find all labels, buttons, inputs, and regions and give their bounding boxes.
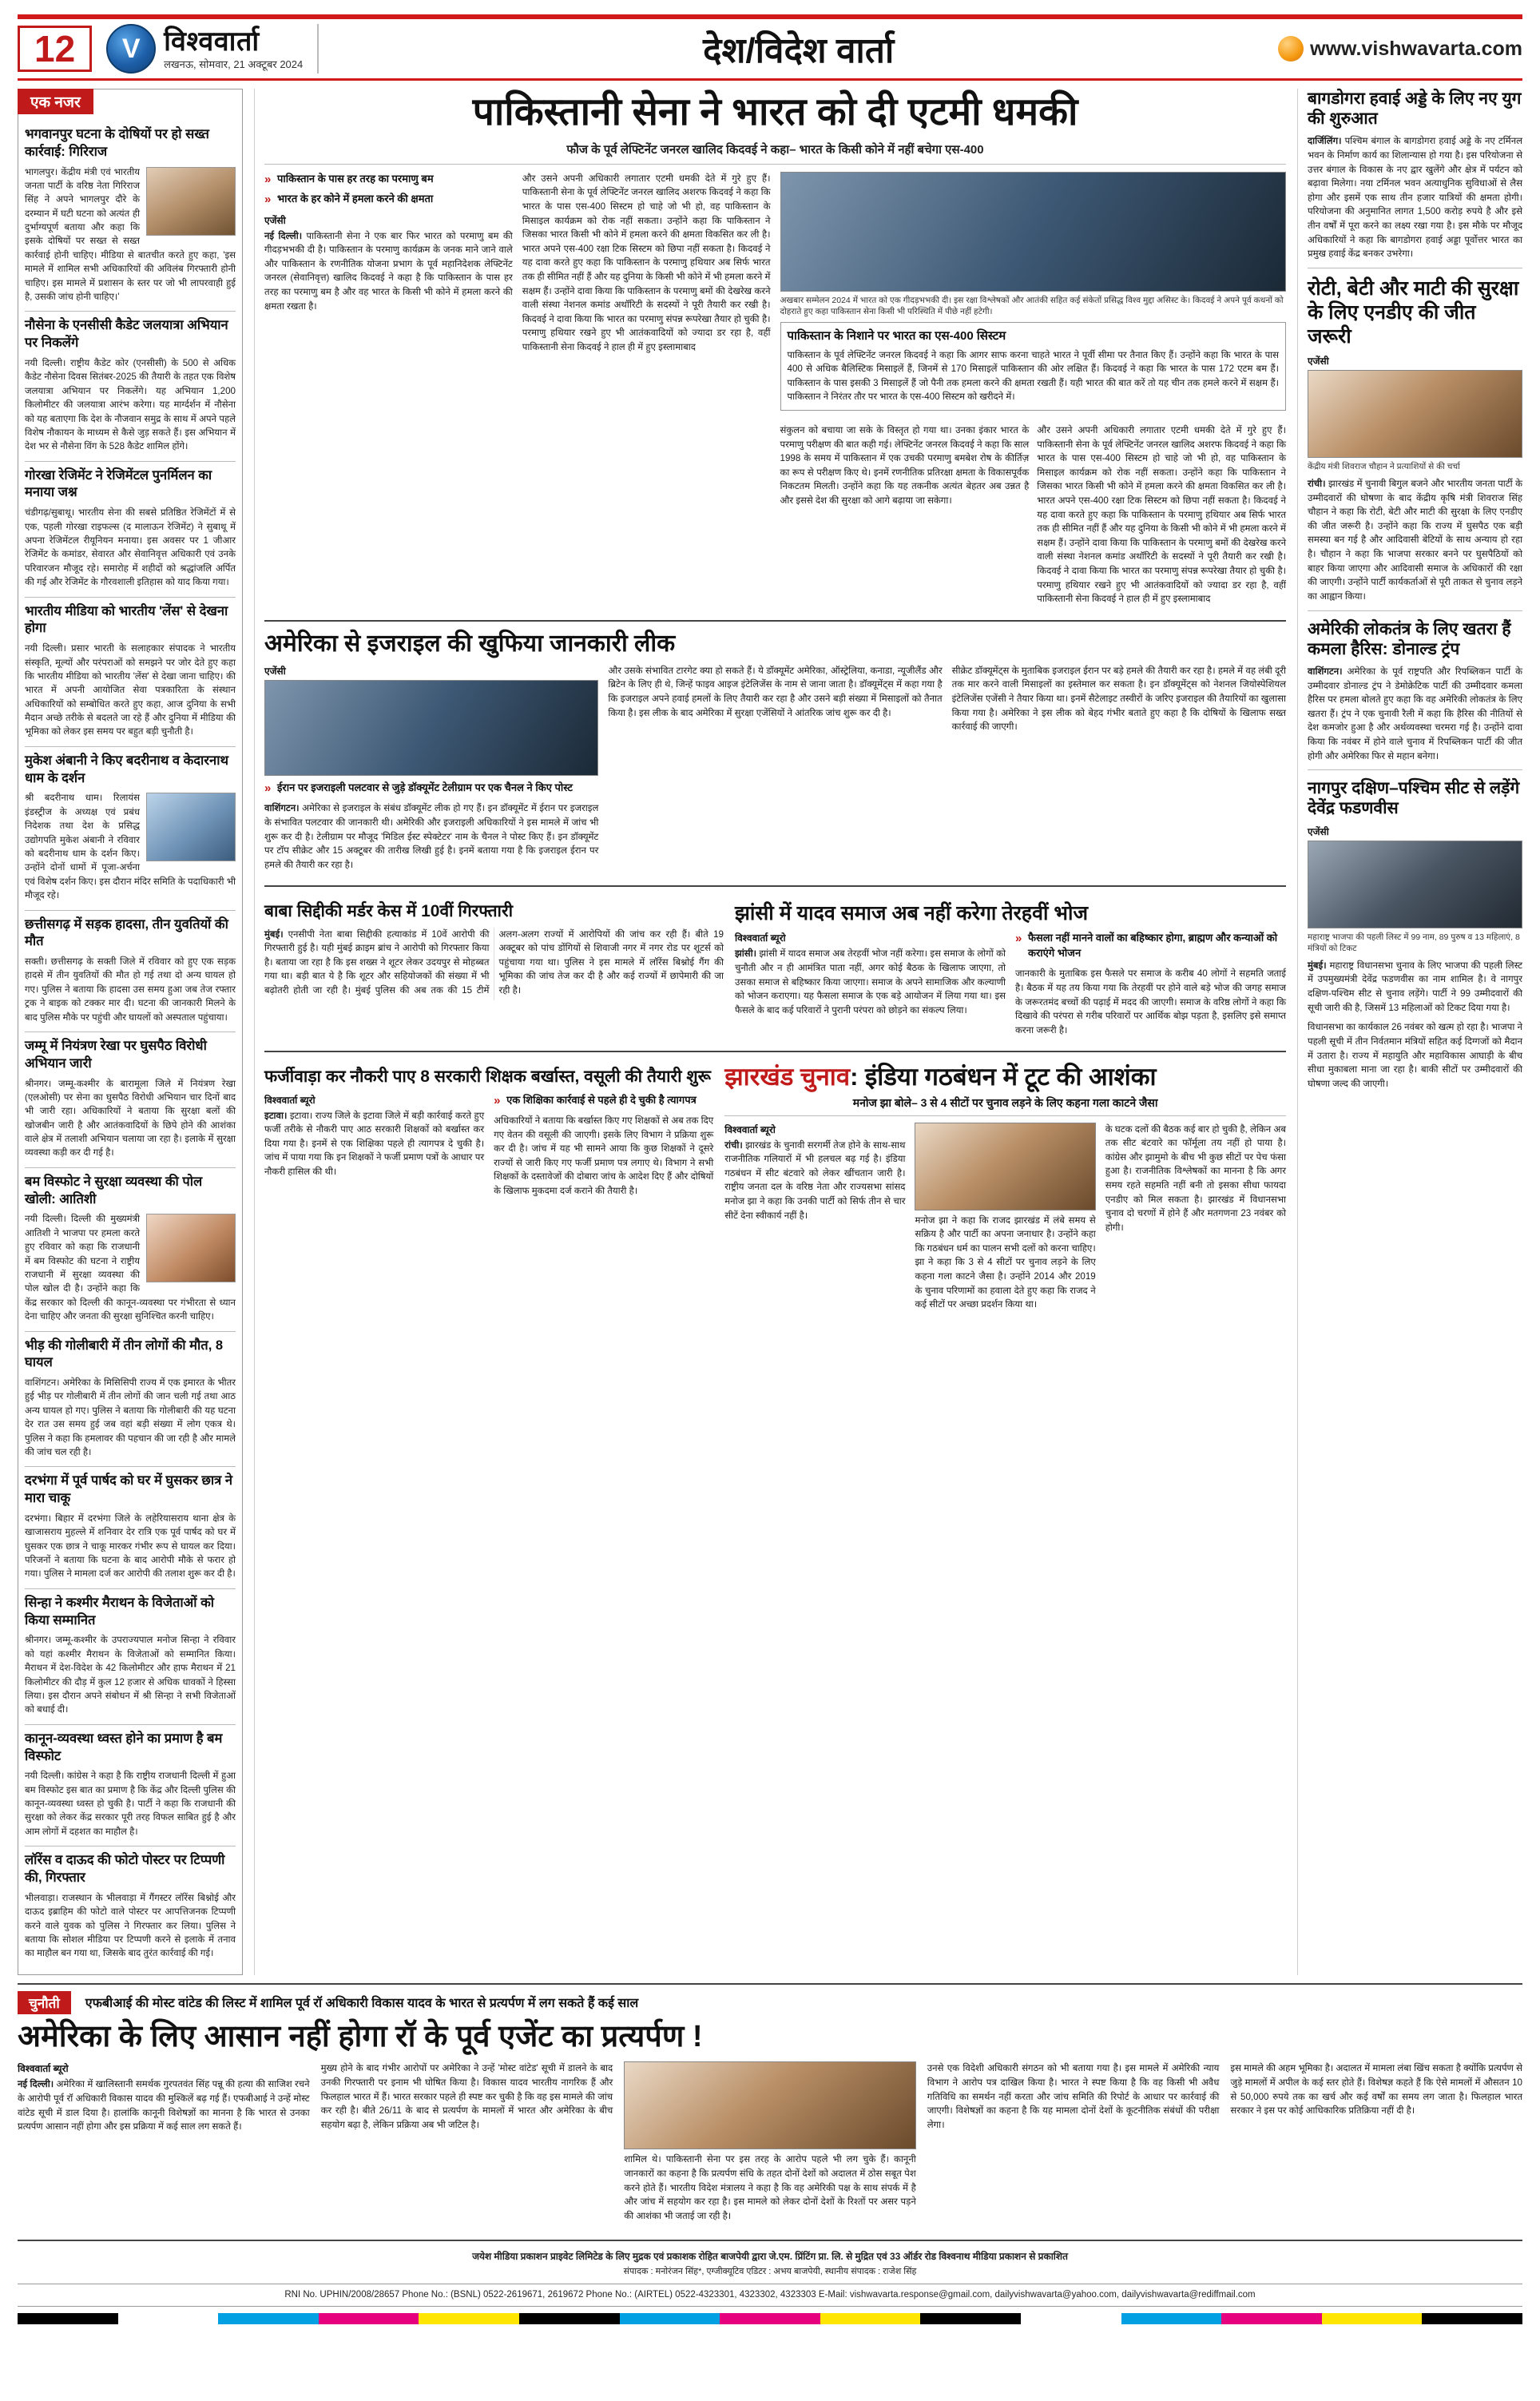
- agency-label: एजेंसी: [1308, 825, 1329, 837]
- lead-headline: पाकिस्तानी सेना ने भारत को दी एटमी धमकी: [472, 91, 1078, 133]
- agency-label: विश्ववार्ता ब्यूरो: [735, 932, 786, 944]
- color-swatch: [1221, 2313, 1322, 2324]
- jhansi-body-1: झांसी में यादव समाज अब तेरहवीं भोज नहीं करेगा। इस समाज के लोगों को चुनौती और न ही आमंत्रित पाता नहीं, अगर कोई बैठक के खिलाफ जाएगा, तो उसका समाज से बहिष्कार किया जाएगा। समाज के अपने सामाजिक और कल्याणी को भोजन कराएगा। यह फैसला समाज के एक बड़े आयोजन में लिया गया था। इस फैसले के बाद कई परिवारों ने पुरानी परंपरा को छोड़ने का संकल्प लिया।: [735, 948, 1006, 1016]
- color-swatch: [118, 2313, 219, 2324]
- bottom-photo: [624, 2061, 916, 2149]
- jhansi-headline: झांसी में यादव समाज अब नहीं करेगा तेरहवीं भोज: [735, 902, 1088, 925]
- jharkhand-story: [724, 1059, 1286, 1317]
- agency-label: विश्ववार्ता ब्यूरो: [724, 1123, 776, 1135]
- agency-label: एजेंसी: [264, 214, 286, 226]
- list-item[interactable]: [25, 598, 236, 747]
- dateline: नई दिल्ली।: [264, 230, 303, 241]
- color-swatch: [620, 2313, 720, 2324]
- agency-label: विश्ववार्ता ब्यूरो: [18, 2063, 69, 2075]
- fake-body-1: इटावा। राज्य जिले के इटावा जिले में बड़ी कार्रवाई करते हुए फर्जी तरीके से नौकरी पाए आठ सरकारी शिक्षकों को बर्खास्त कर दिया गया है। इनमें से एक शिक्षिका पहले ही त्यागपत्र दे चुकी है। जांच में पाया गया कि इन शिक्षकों ने फर्जी प्रमाण पत्रों के आधार पर नौकरी हासिल की थी।: [264, 1110, 485, 1177]
- jharkhand-body-2: मनोज झा ने कहा कि राजद झारखंड में लंबे समय से सक्रिय है और पार्टी का अपना जनाधार है। उन्होंने कहा कि गठबंधन धर्म का पालन सभी दलों को करना चाहिए। झा ने कहा कि 3 से 4 सीटों पर चुनाव लड़ने के लिए कहना गला काटने जैसा है। उन्होंने 2014 और 2019 के चुनाव परिणामों का हवाला देते हुए कहा कि राजद ने कई सीटों पर अच्छा प्रदर्शन किया था।: [915, 1214, 1096, 1310]
- fake-teachers-story: [264, 1059, 713, 1317]
- snippet-title: भीड़ की गोलीबारी में तीन लोगों की मौत, 8 घायल: [25, 1338, 224, 1370]
- snippet-photo: [146, 167, 236, 236]
- snippet-text: श्री बदरीनाथ धाम। रिलायंस इंडस्ट्रीज के अध्यक्ष एवं प्रबंध निदेशक तथा देश के प्रसिद्ध उद्योगपति मुकेश अंबानी ने रविवार को बदरीनाथ धाम के दर्शन किए। उन्होंने दोनों धामों में पूजा-अर्चना एवं विशेष दर्शन किए। इस दौरान मंदिर समिति के पदाधिकारी भी मौजूद रहे।: [25, 793, 236, 901]
- snippet-text: भीलवाड़ा। राजस्थान के भीलवाड़ा में गैंगस्टर लॉरेंस बिश्नोई और दाऊद इब्राहिम की फोटो वाले पोस्टर पर आपत्तिजनक टिप्पणी करने वाले युवक को पुलिस ने गिरफ्तार कर लिया। पुलिस ने बताया कि सोशल मीडिया पर टिप्पणी करने से इलाके में तनाव का माहौल बन गया था, जिसके बाद तुरंत कार्रवाई की गई।: [25, 1892, 236, 1959]
- brand-name: विश्ववार्ता: [164, 26, 260, 57]
- roti-headline: रोटी, बेटी और माटी की सुरक्षा के लिए एनडीए की जीत जरूरी: [1308, 276, 1519, 348]
- snippet-title: बम विस्फोट ने सुरक्षा व्यवस्था की पोल खोली: आतिशी: [25, 1174, 203, 1206]
- main-content: [254, 89, 1286, 1975]
- footer-imprint: जयेश मीडिया प्रकाशन प्राइवेट लिमिटेड के लिए मुद्रक एवं प्रकाशक रोहित बाजपेयी द्वारा जे.एम. प्रिंटिंग प्रा. लि. से मुद्रित एवं 33 ऑर्डर रोड विश्वनाथ मीडिया प्रकाशन से प्रकाशित: [472, 2251, 1068, 2263]
- color-swatch: [519, 2313, 620, 2324]
- roti-photo-caption: केंद्रीय मंत्री शिवराज चौहान ने प्रत्याशियों से की चर्चा: [1308, 461, 1460, 471]
- snippet-text: नयी दिल्ली। राष्ट्रीय कैडेट कोर (एनसीसी) के 500 से अधिक कैडेट नौसेना दिवस सितंबर-2025 की तैयारी के तहत एक विशेष जलयात्रा अभियान पर निकलेंगे। यह अभियान 1,200 किलोमीटर की जलयात्रा आरंभ करेगा। यह मार्ग्दर्शन में नौसेना को यह बताएगा कि देश के नौजवान समुद्र के साथ में अपने पहले विशेष नौकायन के माध्यम से कैसे जुड़ सकते हैं। इस अभियान में देश भर से नौसेना विंग के 528 कैडेट शामिल होंगे।: [25, 357, 236, 452]
- lead-box-title: पाकिस्तान के निशाने पर भारत का एस-400 सिस्टम: [787, 329, 1006, 344]
- trump-story: [1308, 619, 1522, 764]
- dateline: रांची।: [724, 1139, 743, 1151]
- color-swatch: [319, 2313, 419, 2324]
- brand-logo: [106, 24, 319, 74]
- bottom-body-4: उनसे एक विदेशी अधिकारी संगठन को भी बताया गया है। इस मामले में अमेरिकी न्याय विभाग ने आरोप पत्र दाखिल किया है। भारत ने स्पष्ट किया है कि वह किसी भी अवैध गतिविधि का समर्थन नहीं करता और जांच समिति की रिपोर्ट के आधार पर कार्रवाई की जाएगी। विशेषज्ञों का कहना है कि यह मामला दोनों देशों के कूटनीतिक संबंधों की परीक्षा लेगा।: [927, 2063, 1220, 2130]
- color-swatch: [920, 2313, 1021, 2324]
- color-swatch: [1021, 2313, 1121, 2324]
- snippet-title: भगवानपुर घटना के दोषियों पर हो सख्त कार्रवाई: गिरिराज: [25, 127, 209, 159]
- baggi-headline: बागडोगरा हवाई अड्डे के लिए नए युग की शुरुआत: [1308, 89, 1522, 129]
- israel-story: [264, 630, 1286, 878]
- list-item[interactable]: [25, 1467, 236, 1588]
- jharkhand-tag: झारखंड चुनाव: [724, 1063, 851, 1091]
- bullet-item: » पाकिस्तान के पास हर तरह का परमाणु बम: [264, 172, 513, 186]
- left-sidebar: [18, 89, 243, 1975]
- lead-box-text: पाकिस्तान के पूर्व लेफ्टिनेंट जनरल किदवई ने कहा कि आगर साफ करना चाहते भारत ने पूर्वी सीमा पर तैनात किए हैं। उन्होंने कहा कि भारत के पास 400 से अधिक बैलिस्टिक मिसाइलें हैं, जिनमें से 170 मिसाइलें पाकिस्तान की ओर लक्षित हैं। किदवई ने कहा कि भारत के पास 172 एटम बम हैं। पाकिस्तान के पास इसकी 3 मिसाइलें हैं जो पैनी तक हमला करने की क्षमता रखती हैं। यही भारत की बात करें तो यह चीन तक हमले करने में सक्षम हैं। पाकिस्तान ने निरंतर तौर पर भारत के एस-400 सिस्टम को खरीदने में।: [787, 349, 1279, 403]
- dateline: झांसी।: [735, 948, 757, 960]
- israel-headline: अमेरिका से इजराइल की खुफिया जानकारी लीक: [264, 630, 676, 657]
- color-swatch: [218, 2313, 319, 2324]
- color-swatch: [1422, 2313, 1522, 2324]
- sidebar-header: एक नजर: [18, 89, 93, 114]
- lead-story: [264, 90, 1286, 612]
- mid-row: [264, 893, 1286, 1043]
- snippet-text: श्रीनगर। जम्मू-कश्मीर के बारामूला जिले में नियंत्रण रेखा (एलओसी) पर सेना का घुसपैठ विरोधी अभियान चार दिनों बाद भी जारी रहा। अधिकारियों ने बताया कि सुरक्षा बलों की खोजबीन जारी है और आतंकवादियों के छिपे होने की आशंका वाले क्षेत्र में तलाशी अभियान चलाया जा रहा है। इलाके में सुरक्षा व्यवस्था कड़ी कर दी गई है।: [25, 1078, 236, 1159]
- dateline: मुंबई।: [1308, 960, 1327, 971]
- bottom-body-1: अमेरिका में खालिस्तानी समर्थक गुरपतवंत सिंह पन्नू की हत्या की साजिश रचने के आरोपी पूर्व रॉ अधिकारी विकास यादव की मुश्किलें बढ़ गई हैं। एफबीआई ने उन्हें मोस्ट वांटेड सूची में डाल दिया है। हालांकि कानूनी विशेषज्ञों का मानना है कि भारत से उनका प्रत्यर्पण आसान नहीं होगा और इस प्रक्रिया में कई साल लग सकते हैं।: [18, 2079, 310, 2133]
- bullet-item: » एक शिक्षिका कार्रवाई से पहले ही दे चुकी है त्यागपत्र: [494, 1093, 713, 1107]
- lead-photo-caption: अखबार सम्मेलन 2024 में भारत को एक गीदड़भभकी दी। इस रक्षा विश्लेषकों और आतंकी सहित कई संकेतों प्रसिद्ध विश्व मुद्दा असिस्ट के। किदवई ने अपने पूर्व कथनों को दोहराते हुए कहा पाकिस्तान सेना किसी भी परिस्थिति में पीछे नहीं हटेगी।: [780, 295, 1284, 316]
- jharkhand-body-3: के घटक दलों की बैठक कई बार हो चुकी है, लेकिन अब तक सीट बंटवारे का फॉर्मूला तय नहीं हो पाया है। कांग्रेस और झामुमो के बीच भी कुछ सीटों पर पेच फंसा हुआ है। राजनीतिक विश्लेषकों का मानना है कि अगर समय रहते सहमति नहीं बनी तो इसका सीधा फायदा एनडीए को मिल सकता है। झारखंड में विधानसभा चुनाव दो चरणों में होने हैं और मतगणना 23 नवंबर को होगी।: [1105, 1123, 1286, 1233]
- dateline: वाशिंगटन।: [1308, 666, 1343, 677]
- website-link[interactable]: [1278, 36, 1522, 62]
- roti-body: झारखंड में चुनावी बिगुल बजने और भारतीय जनता पार्टी के उम्मीदवारों की घोषणा के बाद केंद्रीय कृषि मंत्री शिवराज सिंह चौहान ने कहा कि रोटी, बेटी और माटी की सुरक्षा के लिए एनडीए की जीत जरूरी है। उन्होंने कहा कि राज्य में घुसपैठ एक बड़ी समस्या बन गई है और आदिवासी बेटियों के साथ अन्याय हो रहा है। चौहान ने कहा कि भाजपा सरकार बनने पर घुसपैठियों को बाहर किया जाएगा और आदिवासी समाज के अधिकारों की रक्षा की जाएगी। उन्होंने पार्टी कार्यकर्ताओं से पूरी ताकत से चुनाव लड़ने का आह्वान किया।: [1308, 479, 1522, 602]
- roti-photo: [1308, 370, 1522, 458]
- bottom-body-5: इस मामले की अहम भूमिका है। अदालत में मामला लंबा खिंच सकता है क्योंकि प्रत्यर्पण से जुड़े मामलों में अपील के कई स्तर होते हैं। विशेषज्ञ कहते हैं कि ऐसे मामलों में औसतन 10 से 50,000 रुपये तक का खर्च और कई वर्षों का समय लग जाता है। फिलहाल भारत सरकार ने इस पर कोई आधिकारिक प्रतिक्रिया नहीं दी है।: [1230, 2063, 1522, 2117]
- snippet-text: नयी दिल्ली। प्रसार भारती के सलाहकार संपादक ने भारतीय संस्कृति, मूल्यों और परंपराओं को समझने पर जोर देते हुए कहा कि भारतीय मीडिया को भारतीय 'लेंस' से देखा जाना चाहिए। की भारत में अपनी आयोजित सेवा पत्रकारिता के संस्थान अधिकारियों को सम्बोधित करते हुए कहा, आज दुनिया के सभी मैदान अच्छे तरीके से बदलते जा रहे हैं और दुनिया में मीडिया की भूमिका को लेकर इस समय पर बहुत बड़ी चुनौती है।: [25, 643, 236, 737]
- footer-rni: RNI No. UPHIN/2008/28657 Phone No.: (BSNL) 0522-2619671, 2619672 Phone No.: (AIRTEL) 0522-4323301, 4323302, 4323303 E-Mail: vishwavarta.response@gmail.com, dailyvishwavarta@yahoo.com, dailyvishwavarta@rediffmail.com: [18, 2284, 1522, 2307]
- lead-photo: [780, 172, 1287, 292]
- list-item[interactable]: [25, 1846, 236, 1967]
- list-item[interactable]: [25, 747, 236, 911]
- bottom-headline: अमेरिका के लिए आसान नहीं होगा रॉ के पूर्व एजेंट का प्रत्यर्पण !: [18, 2019, 703, 2053]
- jharkhand-body-1: झारखंड के चुनावी सरगर्मी तेज होने के साथ-साथ राजनीतिक गलियारों में भी हलचल बढ़ गई है। इंडिया गठबंधन में सीट बंटवारे को लेकर खींचतान जारी है। राष्ट्रीय जनता दल के वरिष्ठ नेता और राज्यसभा सांसद मनोज झा ने कहा कि उनकी पार्टी को सिर्फ तीन से चार सीटें देना स्वीकार्य नहीं है।: [724, 1139, 906, 1221]
- nagpur-photo-caption: महाराष्ट्र भाजपा की पहली लिस्ट में 99 नाम, 89 पुरुष व 13 महिलाएं, 8 मंत्रियों को टिकट: [1308, 932, 1520, 953]
- list-item[interactable]: [25, 121, 236, 312]
- bullet-item: » ईरान पर इजराइली पलटवार से जुड़े डॉक्यूमेंट टेलीग्राम पर एक चैनल ने किए पोस्ट: [264, 781, 598, 795]
- snippet-title: जम्मू में नियंत्रण रेखा पर घुसपैठ विरोधी अभियान जारी: [25, 1038, 207, 1071]
- bottom-body-3: शामिल थे। पाकिस्तानी सेना पर इस तरह के आरोप पहले भी लग चुके हैं। कानूनी जानकारों का कहना है कि प्रत्यर्पण संधि के तहत दोनों देशों को अदालत में ठोस सबूत पेश करने होते हैं। भारतीय विदेश मंत्रालय ने कहा है कि वह अमेरिकी पक्ष के साथ संपर्क में है और जांच में सहयोग कर रहा है। इस मामले को लेकर दोनों देशों के रिश्तों पर असर पड़ने की आशंका भी जताई जा रही है।: [624, 2154, 916, 2221]
- masthead: [18, 14, 1522, 81]
- color-swatch: [1322, 2313, 1423, 2324]
- nagpur-body-1: महाराष्ट्र विधानसभा चुनाव के लिए भाजपा की पहली लिस्ट में उपमुख्यमंत्री देवेंद्र फडणवीस का नाम शामिल है। वे नागपुर दक्षिण-पश्चिम सीट से चुनाव लड़ेंगे। पार्टी ने 99 उम्मीदवारों की सूची जारी की है, जिसमें 13 महिलाओं को टिकट दिया गया है।: [1308, 960, 1522, 1013]
- footer: [18, 2240, 1522, 2324]
- snippet-photo: [146, 1214, 236, 1282]
- snippet-text: चंडीगढ़/सुबाथू। भारतीय सेना की सबसे प्रतिष्ठित रेजिमेंटों में से एक, पहली गोरखा राइफल्स (द मालाऊन रेजिमेंट) ने सुबाथू में अपना रेजिमेंटल रीयूनियन मनाया। इस अवसर पर 1 जीआर रेजिमेंट के कमांडर, सेवारत और सेवानिवृत्त अधिकारी एवं उनके परिवारजन मौजूद रहे। समारोह में शहीदों को श्रद्धांजलि अर्पित की गई और रेजिमेंट के गौरवशाली इतिहास को याद किया गया।: [25, 507, 236, 588]
- list-item[interactable]: [25, 1032, 236, 1168]
- edition-date: लखनऊ, सोमवार, 21 अक्टूबर 2024: [164, 58, 304, 71]
- snippet-title: मुकेश अंबानी ने किए बदरीनाथ व केदारनाथ धाम के दर्शन: [25, 753, 229, 785]
- jharkhand-photo: [915, 1123, 1095, 1210]
- section-title: देश/विदेश वार्ता: [703, 31, 895, 70]
- bullet-item: » फैसला नहीं मानने वालों का बहिष्कार होगा, ब्राह्मण और कन्याओं को कराएंगे भोजन: [1015, 931, 1286, 960]
- snippet-title: लॉरेंस व दाऊद की फोटो पोस्टर पर टिप्पणी की, गिरफ्तार: [25, 1853, 225, 1885]
- list-item[interactable]: [25, 1589, 236, 1725]
- bottom-body-2: मुख्य होने के बाद गंभीर आरोपों पर अमेरिका ने उन्हें 'मोस्ट वांटेड' सूची में डालने के बाद उनकी गिरफ्तारी पर इनाम भी घोषित किया है। विकास यादव भारतीय नागरिक हैं और फिलहाल भारत में हैं। भारत सरकार पहले ही स्पष्ट कर चुकी है कि वह इस मामले की जांच कर रही है। बीते 26/11 के बाद से प्रत्यर्पण के मामलों में भारत और अमेरिका के बीच सहयोग बढ़ा है, लेकिन प्रक्रिया अब भी जटिल है।: [320, 2063, 613, 2130]
- nagpur-headline: नागपुर दक्षिण–पश्चिम सीट से लड़ेंगे देवेंद्र फडणवीस: [1308, 779, 1520, 818]
- lead-body-1: पाकिस्तानी सेना ने एक बार फिर भारत को परमाणु बम की गीदड़भभकी दी है। पाकिस्तान के परमाणु कार्यक्रम के जनक माने जाने वाले और पाकिस्तान के रणनीतिक योजना प्रभाग के पूर्व महानिदेशक लेफ्टिनेंट जनरल (सेवानिवृत्त) खालिद किदवई ने कहा है कि पाकिस्तान के पास हर तरह का परमाणु बम है और वह भारत के किसी भी कोने में हमला करने की क्षमता रखता है।: [264, 230, 513, 312]
- jhansi-story: [735, 893, 1286, 1043]
- globe-icon: [1278, 36, 1304, 62]
- list-item[interactable]: [25, 911, 236, 1032]
- right-sidebar: [1297, 89, 1522, 1975]
- nagpur-body-2: विधानसभा का कार्यकाल 26 नवंबर को खत्म हो रहा है। भाजपा ने पहली सूची में तीन निर्वतमान मंत्रियों सहित कई दिग्गजों को मैदान में उतारा है। राज्य में महायुति और महाविकास आघाड़ी के बीच सीधा मुकाबला माना जा रहा है। बाकी सीटों पर उम्मीदवारों की घोषणा जल्द की जाएगी।: [1308, 1022, 1522, 1089]
- israel-body-3: सीक्रेट डॉक्यूमेंट्स के मुताबिक इजराइल ईरान पर बड़े हमले की तैयारी कर रहा है। हमले में वह लंबी दूरी तक मार करने वाली मिसाइलों का इस्तेमाल कर सकता है। इन डॉक्यूमेंट्स को नेशनल जियोस्पेशियल इंटेलिजेंस एजेंसी ने तैयार किया था। इनमें सैटेलाइट तस्वीरों के जरिए इजराइल की तैयारियों का खुलासा किया गया है। अमेरिका ने इस लीक को बेहद गंभीर बताते हुए कहा है कि दोषियों के खिलाफ सख्त कार्रवाई की जाएगी।: [951, 665, 1286, 733]
- snippet-text: नयी दिल्ली। कांग्रेस ने कहा है कि राष्ट्रीय राजधानी दिल्ली में हुआ बम विस्फोट इस बात का प्रमाण है कि केंद्र और दिल्ली पुलिस की कानून-व्यवस्था ध्वस्त हो चुकी है। पार्टी ने कहा कि राजधानी की सुरक्षा को लेकर केंद्र सरकार पूरी तरह विफल साबित हुई है और आम लोगों में दहशत का माहौल है।: [25, 1771, 236, 1837]
- trump-body: अमेरिका के पूर्व राष्ट्रपति और रिपब्लिकन पार्टी के उम्मीदवार डोनाल्ड ट्रंप ने डेमोक्रेटिक पार्टी की उम्मीदवार कमला हैरिस पर हमला बोलते हुए कहा कि वह अमेरिकी लोकतंत्र के लिए खतरा हैं। ट्रंप ने एक चुनावी रैली में कहा कि हैरिस की नीतियों से देश कमजोर हुआ है और अर्थव्यवस्था चरमरा गई है। उन्होंने दावा किया कि नवंबर में होने वाले चुनाव में रिपब्लिकन पार्टी की जीत होगी और अमेरिका फिर से महान बनेगा।: [1308, 666, 1522, 761]
- baggi-story: [1308, 89, 1522, 261]
- roti-story: [1308, 276, 1522, 604]
- lead-bullets: [264, 172, 513, 207]
- website-url: www.vishwavarta.com: [1310, 37, 1522, 60]
- bottom-tag: चुनौती: [18, 1991, 71, 2014]
- color-swatch: [820, 2313, 921, 2324]
- lead-subheadline: फौज के पूर्व लेफ्टिनेंट जनरल खालिद किदवई ने कहा– भारत के किसी कोने में नहीं बचेगा एस-400: [264, 141, 1286, 165]
- list-item[interactable]: [25, 1168, 236, 1332]
- agency-label: एजेंसी: [264, 665, 286, 677]
- list-item[interactable]: [25, 312, 236, 461]
- bottom-story: [18, 1991, 1522, 2229]
- trump-headline: अमेरिकी लोकतंत्र के लिए खतरा हैं कमला हैरिस: डोनाल्ड ट्रंप: [1308, 619, 1511, 658]
- dateline: दार्जिलिंग।: [1308, 136, 1342, 147]
- baggi-body: पश्चिम बंगाल के बागडोगरा हवाई अड्डे के नए टर्मिनल भवन के निर्माण कार्य का शिलान्यास हो गया है। इस परियोजना से उत्तर बंगाल के विकास के नए द्वार खुलेंगे और क्षेत्र में पर्यटन को बढ़ावा मिलेगा। नया टर्मिनल भवन अत्याधुनिक सुविधाओं से लैस होगा और इसमें एक साथ तीन हजार यात्रियों की क्षमता होगी। परियोजना की अनुमानित लागत 1,500 करोड़ रुपये है और इसे तीन वर्षों में पूरा करने का लक्ष्य रखा गया है। इस मौके पर मौजूद अधिकारियों ने कहा कि बागडोगरा हवाई अड्डा पूर्वोत्तर भारत का प्रमुख हवाई केंद्र बनकर उभरेगा।: [1308, 136, 1522, 260]
- fake-headline: फर्जीवाड़ा कर नौकरी पाए 8 सरकारी शिक्षक बर्खास्त, वसूली की तैयारी शुरू: [264, 1067, 711, 1087]
- jhansi-body-2: जानकारी के मुताबिक इस फैसले पर समाज के करीब 40 लोगों ने सहमति जताई है। बैठक में यह तय किया गया कि तेरहवीं पर होने वाले बड़े भोज की जगह समाज के जरूरतमंद बच्चों की पढ़ाई में मदद की जाएगी। समाज के वरिष्ठ लोगों ने कहा कि दिखावे की परंपरा से गरीब परिवारों पर आर्थिक बोझ पड़ता है, इसलिए इसे समाप्त करना जरूरी है।: [1015, 968, 1286, 1036]
- baba-story: [264, 893, 724, 1043]
- dateline: मुंबई।: [264, 928, 284, 940]
- list-item[interactable]: [25, 1332, 236, 1468]
- agency-label: विश्ववार्ता ब्यूरो: [264, 1094, 316, 1106]
- lead-body-2: और उसने अपनी अधिकारी लगातार एटमी धमकी देते में गुरे हुए हैं। पाकिस्तानी सेना के पूर्व लेफ्टिनेंट जनरल खालिद अशरफ किदवई ने कहा कि भारत के पास एस-400 सिस्टम हो चाहे जो भी हो, वह पाकिस्तान के मिसाइल कार्यक्रम को रोक नहीं सकता। उन्होंने कहा कि पाकिस्तान ने जिसका भारत किसी भी कोने में हमला करने की क्षमता विकसित कर ली है। भारत अपने एस-400 रक्षा टिक सिस्टम को छिपा नहीं सकता है। किदवई ने यह दावा करते हुए कहा कि पाकिस्तान के परमाणु हथियार अब सिर्फ भारत तक ही सीमित नहीं हैं और यह दुनिया के किसी भी कोने में भी हमला करने में सक्षम हैं। उन्होंने दावा किया कि पाकिस्तान के परमाणु बमों की देखरेख करने वाली संस्था नेशनल कमांड अथॉरिटी के सदस्यों ने पूरी तैयारी कर रखी है। किदवई ने दावा किया कि भारत का परमाणु संपन्न रूपरेखा तैयार हो चुकी है। परमाणु हथियार रखने हुए भी आतंकवादियों को ज्यादा डर रहा है, वहीं पाकिस्तानी सेना किदवई ने हाल ही में हुए इस्लामाबाद: [522, 173, 771, 352]
- israel-body-1: अमेरिका से इजराइल के संबंध डॉक्यूमेंट लीक हो गए हैं। इन डॉक्यूमेंट में ईरान पर इजराइल के संभावित पलटवार की जानकारी थी। अमेरिकी और इजराइली अधिकारियों ने इस मामले में जांच भी शुरू कर दी है। टेलीग्राम पर मौजूद 'मिडिल ईस्ट स्पेक्टेटर' नाम के चैनल ने पोस्ट किए हैं। इन डॉक्यूमेंट पर टॉप सीक्रेट और 15 अक्टूबर की तारीख लिखी हुई है। इनमें बताया गया है कि इजराइल ईरान पर हमले की तैयारी कर रहा है।: [264, 803, 599, 870]
- footer-editor: संपादक : मनोरंजन सिंह*, एग्जीक्यूटिव एडिटर : अभय बाजपेयी, स्थानीय संपादक : राजेश सिंह: [623, 2267, 917, 2277]
- jharkhand-subhead: मनोज झा बोले– 3 से 4 सीटों पर चुनाव लड़ने के लिए कहना गला काटने जैसा: [724, 1095, 1286, 1116]
- agency-label: एजेंसी: [1308, 355, 1329, 367]
- snippet-title: गोरखा रेजिमेंट ने रेजिमेंटल पुनर्मिलन का मनाया जश्न: [25, 467, 212, 500]
- snippet-title: सिन्हा ने कश्मीर मैराथन के विजेताओं को किया सम्मानित: [25, 1595, 215, 1628]
- dateline: नई दिल्ली।: [18, 2079, 54, 2090]
- snippet-title: भारतीय मीडिया को भारतीय 'लेंस' से देखना होगा: [25, 603, 228, 636]
- fake-body-2: अधिकारियों ने बताया कि बर्खास्त किए गए शिक्षकों से अब तक दिए गए वेतन की वसूली की जाएगी। इसके लिए विभाग ने प्रक्रिया शुरू कर दी है। जांच में यह भी सामने आया कि कुछ शिक्षकों ने दूसरे राज्यों से जारी किए गए फर्जी प्रमाण पत्र लगाए थे। विभाग ने सभी शिक्षकों के दस्तावेजों की दोबारा जांच के आदेश दिए हैं और दोषियों के खिलाफ मुकदमा दर्ज कराने की तैयारी है।: [494, 1115, 714, 1197]
- bottom-kicker: एफबीआई की मोस्ट वांटेड की लिस्ट में शामिल पूर्व रॉ अधिकारी विकास यादव के भारत से प्रत्यर्पण में लग सकते हैं कई साल: [85, 1997, 639, 2011]
- snippet-title: कानून-व्यवस्था ध्वस्त होने का प्रमाण है बम विस्फोट: [25, 1731, 223, 1763]
- color-swatch: [720, 2313, 820, 2324]
- list-item[interactable]: [25, 1725, 236, 1846]
- color-calibration-bar: [18, 2313, 1522, 2324]
- snippet-text: वाशिंगटन। अमेरिका के मिसिसिपी राज्य में एक इमारत के भीतर हुई भीड़ पर गोलीबारी में तीन लोगों की जान चली गई तथा आठ अन्य घायल हो गए। पुलिस ने बताया कि गोलीबारी की यह घटना देर रात उस समय हुई जब वहां बड़ी संख्या में लोग एकत्र थे। पुलिस ने कहा कि हमलावर की पहचान की जा रही है और मामले की जांच चल रही है।: [25, 1377, 236, 1457]
- color-swatch: [419, 2313, 519, 2324]
- page-grid: [18, 89, 1522, 1975]
- dateline: रांची।: [1308, 479, 1326, 490]
- snippet-title: दरभंगा में पूर्व पार्षद को घर में घुसकर छात्र ने मारा चाकू: [25, 1473, 233, 1506]
- nagpur-photo: [1308, 841, 1522, 928]
- snippet-text: सक्ती। छत्तीसगढ़ के सक्ती जिले में रविवार को हुए एक सड़क हादसे में तीन युवतियों की मौत हो गई तथा दो अन्य घायल हो गए। पुलिस ने बताया कि हादसा उस समय हुआ जब तेज रफ्तार ट्रक ने बाइक को टक्कर मार दी। घटना की जानकारी मिलने के बाद पुलिस मौके पर पहुंची और घायलों को अस्पताल पहुंचाया।: [25, 956, 236, 1023]
- snippet-text: भागलपुर। केंद्रीय मंत्री एवं भारतीय जनता पार्टी के वरिष्ठ नेता गिरिराज सिंह ने अपने भागलपुर दौरे के दरम्यान में घटी घटना को अत्यंत ही दुर्भाग्यपूर्ण बताया और कहा कि इसके दोषियों पर सख्त से सख्त कार्रवाई होनी चाहिए। मीडिया से बातचीत करते हुए कहा, 'इस मामले में शामिल सभी अधिकारियों की अविलंब गिरफ्तारी होनी चाहिए। इस मामले में प्रशासन के स्तर पर जो भी लापरवाही हुई है, उसकी जांच होनी चाहिए।': [25, 166, 236, 303]
- snippet-text: नयी दिल्ली। दिल्ली की मुख्यमंत्री आतिशी ने भाजपा पर हमला करते हुए रविवार को कहा कि राजधानी में बम विस्फोट की घटना ने राष्ट्रीय राजधानी में सुरक्षा व्यवस्था की पोल खोल दी है। उन्होंने कहा कि केंद्र सरकार को दिल्ली की कानून-व्यवस्था पर गंभीरता से ध्यान देना चाहिए और जनता की सुरक्षा सुनिश्चित करनी चाहिए।: [25, 1214, 236, 1322]
- dateline: वाशिंगटन।: [264, 803, 300, 814]
- lower-row: [264, 1059, 1286, 1317]
- color-swatch: [1121, 2313, 1222, 2324]
- snippet-title: छत्तीसगढ़ में सड़क हादसा, तीन युवतियों की मौत: [25, 916, 228, 949]
- snippet-title: नौसेना के एनसीसी कैडेट जलयात्रा अभियान पर निकलेंगे: [25, 318, 228, 351]
- lead-body-3: संकुलन को बचाया जा सके के विस्तृत हो गया था। उनका इंकार भारत के परमाणु परीक्षण की बात कही गई। लेफ्टिनेंट जनरल किदवई ने कहा कि साल 1998 के समय में पाकिस्तान में एक उचकी परमाणु बमबेश रोष के कीर्तिज़ का रूप से परीक्षण किए थे। इनमें रणनीतिक प्रतिरक्षा क्षमता के विकासपूर्वक निकटतम मिलती। उन्होंने कहा कि यह तकनीक अत्यंत बेहतर अब उन्नत है और इससे देश की सुरक्षा को आगे बढ़ाया जा सकेगा।: [780, 424, 1030, 506]
- snippet-text: श्रीनगर। जम्मू-कश्मीर के उपराज्यपाल मनोज सिन्हा ने रविवार को यहां कश्मीर मैराथन के विजेताओं को सम्मानित किया। मैराथन में देश-विदेश के 42 किलोमीटर और हाफ मैराथन में 21 किलोमीटर की दौड़ में कुल 12 हजार से अधिक धावकों ने हिस्सा लिया। इस दौरान अपने संबोधन में श्री सिन्हा ने सभी विजेताओं को बधाई दी।: [25, 1635, 236, 1715]
- snippet-photo: [146, 793, 236, 861]
- vishwavarta-logo-icon: V: [106, 24, 156, 74]
- lead-body-4: और उसने अपनी अधिकारी लगातार एटमी धमकी देते में गुरे हुए हैं। पाकिस्तानी सेना के पूर्व लेफ्टिनेंट जनरल खालिद अशरफ किदवई ने कहा कि भारत के पास एस-400 सिस्टम हो चाहे जो भी हो, वह पाकिस्तान के मिसाइल कार्यक्रम को रोक नहीं सकता। उन्होंने कहा कि पाकिस्तान ने जिसका भारत किसी भी कोने में हमला करने की क्षमता विकसित कर ली है। भारत अपने एस-400 रक्षा टिक सिस्टम को छिपा नहीं सकता है। किदवई ने यह दावा करते हुए कहा कि पाकिस्तान के परमाणु हथियार अब सिर्फ भारत तक ही सीमित नहीं हैं और यह दुनिया के किसी भी कोने में भी हमला करने में सक्षम हैं। उन्होंने दावा किया कि पाकिस्तान के परमाणु बमों की देखरेख करने वाली संस्था नेशनल कमांड अथॉरिटी के सदस्यों ने पूरी तैयारी कर रखी है। किदवई ने दावा किया कि भारत का परमाणु संपन्न रूपरेखा तैयार हो चुकी है। परमाणु हथियार रखने हुए भी आतंकवादियों को ज्यादा डर रहा है, वहीं पाकिस्तानी सेना किदवई ने हाल ही में हुए इस्लामाबाद: [1037, 424, 1286, 605]
- dateline: इटावा।: [264, 1110, 288, 1121]
- bullet-item: » भारत के हर कोने में हमला करने की क्षमता: [264, 192, 513, 206]
- israel-photo: [264, 680, 598, 776]
- nagpur-story: [1308, 778, 1522, 1091]
- baba-body: एनसीपी नेता बाबा सिद्दीकी हत्याकांड में 10वें आरोपी की गिरफ्तारी हुई है। यही मुंबई क्राइम ब्रांच ने आरोपी को गिरफ्तार किया है। बताया जा रहा है कि इस शख्स ने शूटर लेकर उदयपुर से मोहब्बत गया था। बड़ी बात ये है कि शूटर और सहियोजकों की संख्या में भी बढ़ोतरी होती जा रही है। मुंबई पुलिस की अब तक की 15 टीमें अलग-अलग राज्यों में आरोपियों की जांच कर रही हैं। बीते 19 अक्टूबर को पांच डोंगियों से शिवाजी नगर में नगर रोड पर शूटर्स को पहुंचाया गया था। पुलिस ने इस मामले में लॉरेंस बिश्नोई गैंग की भूमिका की जांच तेज कर दी है और कई राज्यों में छापेमारी की जा रही है।: [264, 928, 724, 996]
- baba-headline: बाबा सिद्दीकी मर्डर केस में 10वीं गिरफ्तारी: [264, 902, 514, 921]
- jharkhand-headline: : इंडिया गठबंधन में टूट की आशंका: [850, 1063, 1157, 1091]
- israel-body-2: और उसके संभावित टारगेट क्या हो सकते हैं। ये डॉक्यूमेंट अमेरिका, ऑस्ट्रेलिया, कनाडा, न्यूजीलैंड और ब्रिटेन के लिए ही थे, जिन्हें फाइव आइज इंटेलिजेंस के नाम से जाना जाता है। डॉक्यूमेंट्स में कहा गया है कि इजराइल अपने हवाई हमलों के लिए तैयारी कर रहा है और उसने बड़ी संख्या में मिसाइलों को तैनात किया है। इस लीक के बाद अमेरिका में सुरक्षा एजेंसियों ने आंतरिक जांच शुरू कर दी है।: [608, 665, 943, 718]
- page-number: 12: [18, 26, 92, 72]
- snippet-text: दरभंगा। बिहार में दरभंगा जिले के लहेरियासराय थाना क्षेत्र के खाजासराय मुहल्ले में शनिवार देर रात्रि एक पूर्व पार्षद को घर में घुसकर एक छात्र ने चाकू मारकर गंभीर रूप से घायल कर दिया। परिजनों ने बताया कि घटना के बाद आरोपी मौके से फरार हो गया। पुलिस ने मामला दर्ज कर आरोपी की तलाश शुरू कर दी है।: [25, 1513, 236, 1580]
- list-item[interactable]: [25, 462, 236, 598]
- color-swatch: [18, 2313, 118, 2324]
